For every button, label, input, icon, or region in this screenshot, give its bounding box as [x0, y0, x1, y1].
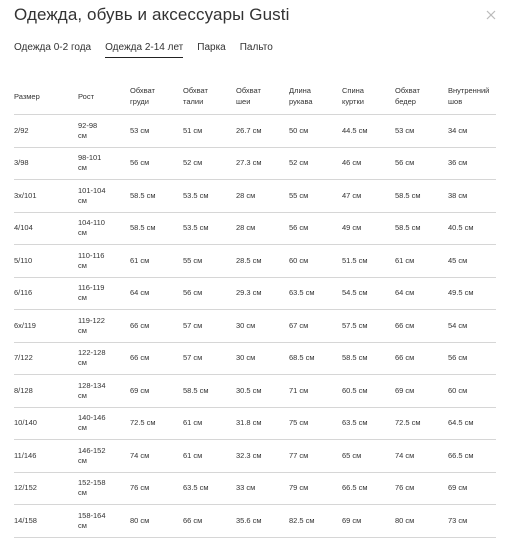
table-cell: 14/158	[14, 505, 78, 538]
table-cell: 49.5 см	[448, 277, 496, 310]
table-row	[14, 440, 496, 473]
table-cell: 56 см	[448, 342, 496, 375]
table-cell: 65 см	[342, 440, 395, 473]
table-cell: 32.3 см	[236, 440, 289, 473]
table-row	[14, 212, 496, 245]
table-cell: 10/140	[14, 407, 78, 440]
table-cell: 158-164 см	[78, 505, 130, 538]
table-cell: 55 см	[289, 180, 342, 213]
table-cell: 28.5 см	[236, 245, 289, 278]
table-cell: 140-146 см	[78, 407, 130, 440]
table-cell: 72.5 см	[130, 407, 183, 440]
table-cell: 74 см	[395, 440, 448, 473]
table-row	[14, 147, 496, 180]
table-row	[14, 277, 496, 310]
table-cell: 69 см	[130, 375, 183, 408]
column-header: Обхват бедер	[395, 86, 420, 106]
table-cell: 12/152	[14, 472, 78, 505]
table-cell: 52 см	[289, 147, 342, 180]
table-cell: 27.3 см	[236, 147, 289, 180]
table-cell: 69 см	[448, 472, 496, 505]
table-row	[14, 180, 496, 213]
table-cell: 64 см	[395, 277, 448, 310]
table-cell: 66.5 см	[448, 440, 496, 473]
table-cell: 7/122	[14, 342, 78, 375]
table-row	[14, 310, 496, 343]
table-cell: 55 см	[183, 245, 236, 278]
table-row	[14, 472, 496, 505]
table-cell: 38 см	[448, 180, 496, 213]
tab-0[interactable]: Одежда 0-2 года	[14, 42, 92, 53]
table-cell: 2/92	[14, 115, 78, 148]
table-cell: 75 см	[289, 407, 342, 440]
table-cell: 35.6 см	[236, 505, 289, 538]
table-cell: 56 см	[395, 147, 448, 180]
table-cell: 58.5 см	[130, 212, 183, 245]
table-cell: 57 см	[183, 310, 236, 343]
table-cell: 46 см	[342, 147, 395, 180]
table-row	[14, 115, 496, 148]
table-cell: 31.8 см	[236, 407, 289, 440]
table-cell: 49 см	[342, 212, 395, 245]
table-cell: 30 см	[236, 342, 289, 375]
table-cell: 56 см	[183, 277, 236, 310]
table-cell: 11/146	[14, 440, 78, 473]
table-cell: 57 см	[183, 342, 236, 375]
table-cell: 119-122 см	[78, 310, 130, 343]
table-cell: 44.5 см	[342, 115, 395, 148]
table-cell: 36 см	[448, 147, 496, 180]
table-cell: 53.5 см	[183, 180, 236, 213]
table-cell: 61 см	[183, 440, 236, 473]
table-cell: 80 см	[130, 505, 183, 538]
tab-3[interactable]: Пальто	[239, 42, 273, 53]
table-cell: 66 см	[130, 310, 183, 343]
column-header: Обхват талии	[183, 86, 208, 106]
table-cell: 54 см	[448, 310, 496, 343]
column-header: Рост	[78, 91, 95, 101]
table-cell: 122-128 см	[78, 342, 130, 375]
tab-bar	[14, 42, 287, 58]
table-cell: 98-101 см	[78, 147, 130, 180]
table-cell: 52 см	[183, 147, 236, 180]
table-cell: 6/116	[14, 277, 78, 310]
table-cell: 58.5 см	[342, 342, 395, 375]
table-cell: 64.5 см	[448, 407, 496, 440]
table-cell: 51 см	[183, 115, 236, 148]
size-table	[14, 78, 496, 538]
table-cell: 66 см	[130, 342, 183, 375]
table-cell: 26.7 см	[236, 115, 289, 148]
table-cell: 58.5 см	[395, 180, 448, 213]
table-cell: 53.5 см	[183, 212, 236, 245]
close-icon[interactable]	[484, 8, 498, 22]
table-cell: 51.5 см	[342, 245, 395, 278]
table-cell: 74 см	[130, 440, 183, 473]
column-header: Длина рукава	[289, 86, 313, 106]
table-cell: 40.5 см	[448, 212, 496, 245]
table-cell: 82.5 см	[289, 505, 342, 538]
table-cell: 69 см	[342, 505, 395, 538]
table-row	[14, 375, 496, 408]
table-cell: 34 см	[448, 115, 496, 148]
table-cell: 63.5 см	[289, 277, 342, 310]
table-cell: 104-110 см	[78, 212, 130, 245]
table-cell: 69 см	[395, 375, 448, 408]
table-cell: 64 см	[130, 277, 183, 310]
table-row	[14, 342, 496, 375]
table-cell: 6x/119	[14, 310, 78, 343]
table-cell: 66 см	[183, 505, 236, 538]
table-cell: 66 см	[395, 342, 448, 375]
table-cell: 58.5 см	[130, 180, 183, 213]
table-cell: 5/110	[14, 245, 78, 278]
table-cell: 28 см	[236, 212, 289, 245]
table-cell: 60 см	[289, 245, 342, 278]
table-cell: 60.5 см	[342, 375, 395, 408]
table-cell: 77 см	[289, 440, 342, 473]
table-cell: 4/104	[14, 212, 78, 245]
table-cell: 73 см	[448, 505, 496, 538]
table-cell: 61 см	[183, 407, 236, 440]
table-row	[14, 245, 496, 278]
column-header: Внутренний шов	[448, 86, 490, 106]
tab-2[interactable]: Парка	[197, 42, 226, 53]
table-cell: 29.3 см	[236, 277, 289, 310]
table-cell: 92-98 см	[78, 115, 130, 148]
table-cell: 63.5 см	[183, 472, 236, 505]
page-title: Одежда, обувь и аксессуары Gusti	[14, 5, 290, 24]
column-header: Спина куртки	[342, 86, 364, 106]
table-cell: 61 см	[395, 245, 448, 278]
table-cell: 68.5 см	[289, 342, 342, 375]
table-cell: 76 см	[130, 472, 183, 505]
table-cell: 72.5 см	[395, 407, 448, 440]
table-cell: 60 см	[448, 375, 496, 408]
table-cell: 53 см	[395, 115, 448, 148]
table-cell: 8/128	[14, 375, 78, 408]
table-cell: 28 см	[236, 180, 289, 213]
table-row	[14, 407, 496, 440]
table-cell: 79 см	[289, 472, 342, 505]
tab-1[interactable]: Одежда 2-14 лет	[105, 42, 183, 58]
table-cell: 54.5 см	[342, 277, 395, 310]
table-cell: 110-116 см	[78, 245, 130, 278]
table-cell: 116-119 см	[78, 277, 130, 310]
table-cell: 76 см	[395, 472, 448, 505]
table-cell: 63.5 см	[342, 407, 395, 440]
table-cell: 61 см	[130, 245, 183, 278]
column-header: Обхват груди	[130, 86, 155, 106]
table-cell: 47 см	[342, 180, 395, 213]
column-header: Обхват шеи	[236, 86, 261, 106]
table-cell: 128-134 см	[78, 375, 130, 408]
table-cell: 146-152 см	[78, 440, 130, 473]
table-cell: 56 см	[289, 212, 342, 245]
table-cell: 56 см	[130, 147, 183, 180]
table-cell: 58.5 см	[395, 212, 448, 245]
table-cell: 33 см	[236, 472, 289, 505]
table-cell: 152-158 см	[78, 472, 130, 505]
table-cell: 66.5 см	[342, 472, 395, 505]
table-cell: 67 см	[289, 310, 342, 343]
table-row	[14, 505, 496, 538]
table-header-row	[14, 78, 496, 115]
column-header: Размер	[14, 91, 40, 101]
table-cell: 50 см	[289, 115, 342, 148]
table-cell: 53 см	[130, 115, 183, 148]
table-cell: 30.5 см	[236, 375, 289, 408]
table-cell: 3x/101	[14, 180, 78, 213]
table-cell: 80 см	[395, 505, 448, 538]
table-cell: 45 см	[448, 245, 496, 278]
table-cell: 71 см	[289, 375, 342, 408]
table-cell: 66 см	[395, 310, 448, 343]
table-cell: 101-104 см	[78, 180, 130, 213]
table-cell: 30 см	[236, 310, 289, 343]
table-cell: 58.5 см	[183, 375, 236, 408]
table-cell: 57.5 см	[342, 310, 395, 343]
table-cell: 3/98	[14, 147, 78, 180]
